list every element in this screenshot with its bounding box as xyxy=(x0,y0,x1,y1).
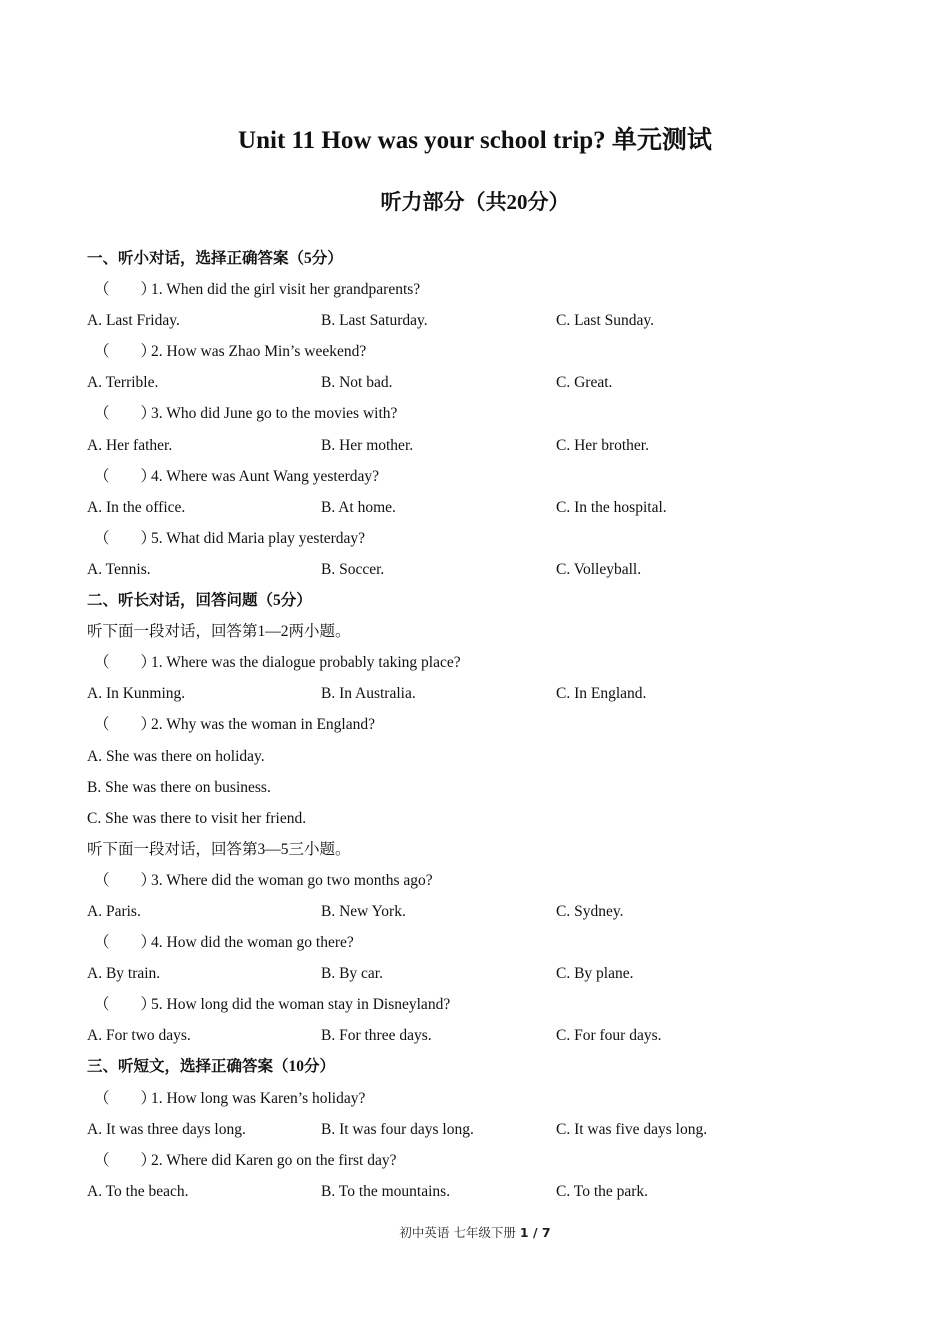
option-a: A. It was three days long. xyxy=(87,1120,246,1138)
question-text: 5. How long did the woman stay in Disneyland? xyxy=(151,996,451,1014)
instruction: 听下面一段对话，回答第3—5三小题。 xyxy=(87,840,351,858)
option-b: B. For three days. xyxy=(321,1027,432,1045)
question xyxy=(87,647,887,678)
option-c: C. Sydney. xyxy=(556,902,624,920)
question xyxy=(87,461,887,492)
options-row xyxy=(87,305,887,336)
answer-blank: （ ） xyxy=(94,716,157,734)
page-number: 1 / 7 xyxy=(519,1225,551,1240)
option-b: B. Her mother. xyxy=(321,436,414,454)
question xyxy=(87,398,887,429)
options-row xyxy=(87,430,887,461)
options-row xyxy=(87,1176,887,1207)
question-text: 2. How was Zhao Min’s weekend? xyxy=(151,343,367,361)
part-subtitle: 听力部分（共20分） xyxy=(380,190,570,214)
option-a: A. In Kunming. xyxy=(87,685,186,703)
answer-blank: （ ） xyxy=(94,405,157,423)
option-a: A. She was there on holiday. xyxy=(87,747,265,765)
section-heading: 二、听长对话，回答问题（5分） xyxy=(87,592,312,610)
question-text: 2. Where did Karen go on the first day? xyxy=(151,1151,397,1169)
answer-blank: （ ） xyxy=(94,654,157,672)
question-text: 5. What did Maria play yesterday? xyxy=(151,529,366,547)
option-c: C. For four days. xyxy=(556,1027,662,1045)
question xyxy=(87,865,887,896)
exam-content xyxy=(87,243,887,1207)
section-heading: 三、听短文，选择正确答案（10分） xyxy=(87,1058,336,1076)
option-b: B. Soccer. xyxy=(321,560,385,578)
option-a: A. By train. xyxy=(87,965,161,983)
option-b: B. New York. xyxy=(321,902,406,920)
answer-blank: （ ） xyxy=(94,996,157,1014)
answer-blank: （ ） xyxy=(94,934,157,952)
answer-blank: （ ） xyxy=(94,281,157,299)
option-b: B. By car. xyxy=(321,965,383,983)
option-b: B. Last Saturday. xyxy=(321,312,428,330)
question-text: 1. How long was Karen’s holiday? xyxy=(151,1089,366,1107)
option-c: C. By plane. xyxy=(556,965,634,983)
option-b: B. In Australia. xyxy=(321,685,416,703)
option-a: A. For two days. xyxy=(87,1027,191,1045)
option-b: B. She was there on business. xyxy=(87,778,271,796)
question xyxy=(87,523,887,554)
option-c: C. To the park. xyxy=(556,1182,649,1200)
question xyxy=(87,336,887,367)
option-a: A. Terrible. xyxy=(87,374,159,392)
question xyxy=(87,709,887,740)
answer-blank: （ ） xyxy=(94,1151,157,1169)
option-b: B. At home. xyxy=(321,498,396,516)
options-row xyxy=(87,367,887,398)
question-text: 4. How did the woman go there? xyxy=(151,934,354,952)
option-a: A. In the office. xyxy=(87,498,186,516)
question-text: 4. Where was Aunt Wang yesterday? xyxy=(151,467,380,485)
instruction: 听下面一段对话，回答第1—2两小题。 xyxy=(87,623,351,641)
option-a: A. Paris. xyxy=(87,902,141,920)
page-footer xyxy=(0,1224,950,1242)
option-a: A. To the beach. xyxy=(87,1182,189,1200)
options-row xyxy=(87,896,887,927)
options-row xyxy=(87,958,887,989)
options-row xyxy=(87,678,887,709)
answer-blank: （ ） xyxy=(94,529,157,547)
answer-blank: （ ） xyxy=(94,871,157,889)
option-c: C. She was there to visit her friend. xyxy=(87,809,307,827)
option-c: C. Last Sunday. xyxy=(556,312,655,330)
question-text: 3. Who did June go to the movies with? xyxy=(151,405,398,423)
question xyxy=(87,927,887,958)
option-b: B. To the mountains. xyxy=(321,1182,451,1200)
answer-blank: （ ） xyxy=(94,467,157,485)
question-text: 2. Why was the woman in England? xyxy=(151,716,375,734)
option-c: C. In England. xyxy=(556,685,647,703)
option-a: A. Last Friday. xyxy=(87,312,180,330)
option-c: C. In the hospital. xyxy=(556,498,667,516)
options-row xyxy=(87,1114,887,1145)
question-text: 3. Where did the woman go two months ago? xyxy=(151,871,433,889)
section-heading: 一、听小对话，选择正确答案（5分） xyxy=(87,250,343,267)
option-c: C. It was five days long. xyxy=(556,1120,708,1138)
options-row xyxy=(87,1020,887,1051)
options-row xyxy=(87,554,887,585)
option-c: C. Great. xyxy=(556,374,613,392)
options-row xyxy=(87,492,887,523)
question-text: 1. When did the girl visit her grandparents? xyxy=(151,281,421,299)
option-b: B. It was four days long. xyxy=(321,1120,474,1138)
question xyxy=(87,989,887,1020)
answer-blank: （ ） xyxy=(94,1089,157,1107)
option-c: C. Her brother. xyxy=(556,436,649,454)
question xyxy=(87,1083,887,1114)
option-a: A. Tennis. xyxy=(87,560,151,578)
option-a: A. Her father. xyxy=(87,436,173,454)
question xyxy=(87,274,887,305)
question-text: 1. Where was the dialogue probably taking place? xyxy=(151,654,461,672)
option-b: B. Not bad. xyxy=(321,374,393,392)
option-c: C. Volleyball. xyxy=(556,560,642,578)
page-title: Unit 11 How was your school trip? 单元测试 xyxy=(238,127,712,154)
answer-blank: （ ） xyxy=(94,343,157,361)
footer-label: 初中英语 七年级下册 xyxy=(399,1225,516,1240)
question xyxy=(87,1145,887,1176)
